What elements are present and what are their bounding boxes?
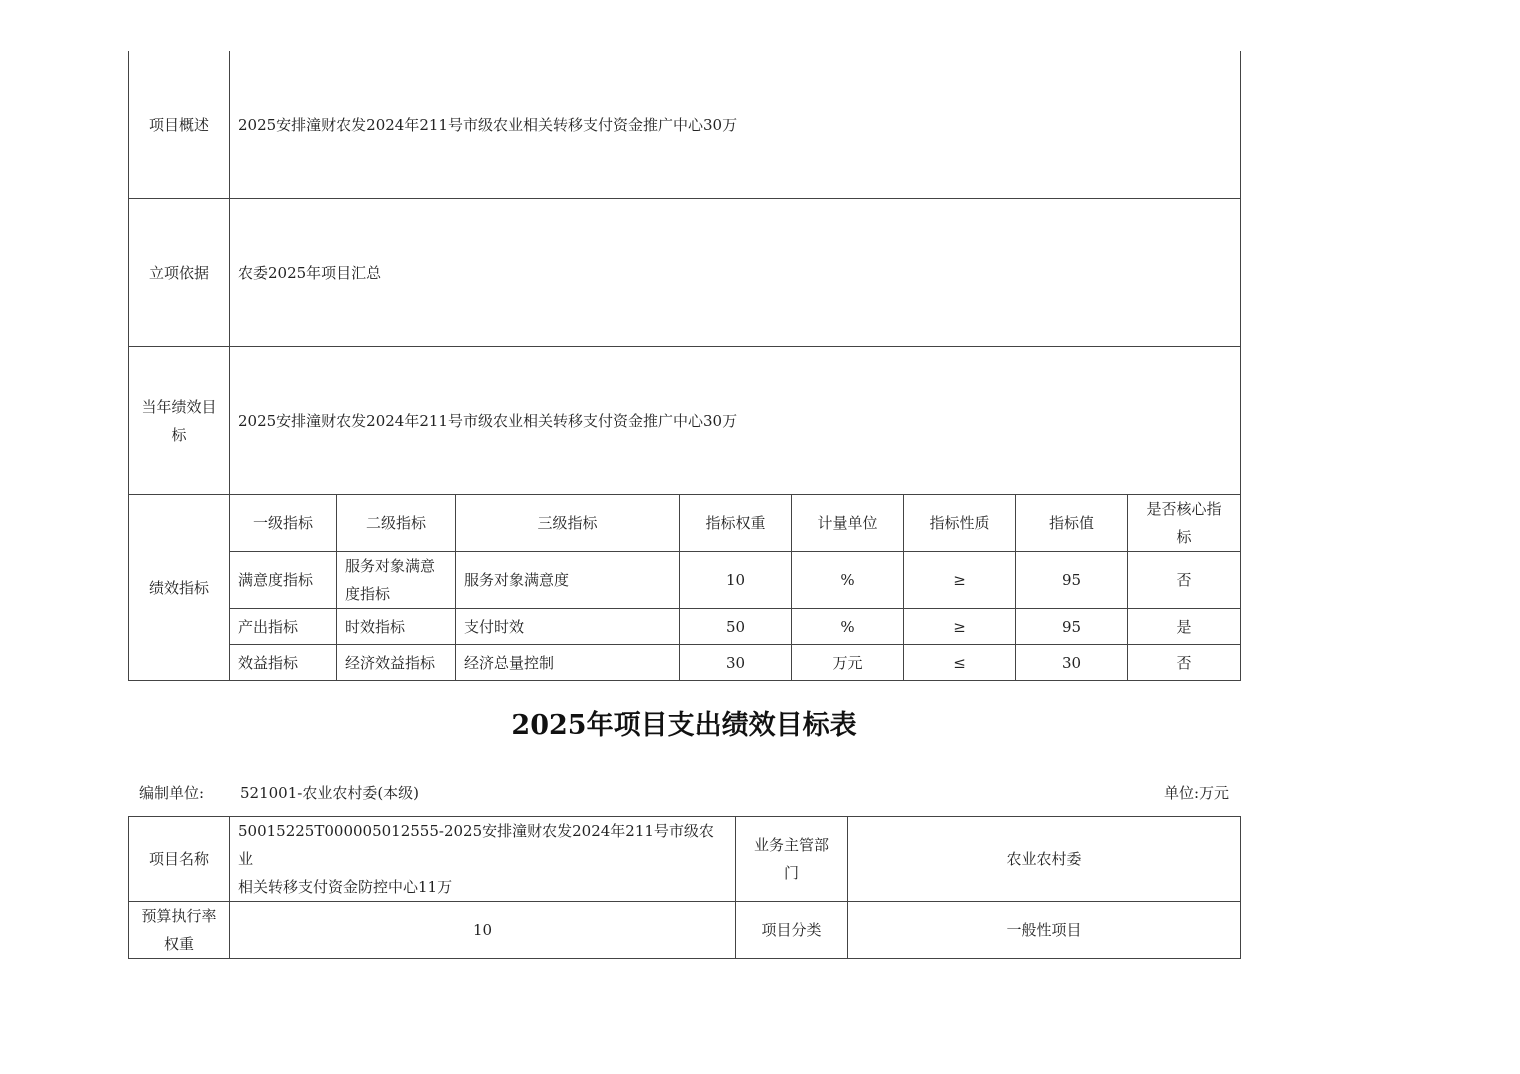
project-name-line1: 50015225T000005012555-2025安排潼财农发2024年211号市级农业 xyxy=(238,822,714,868)
dept-label-line1: 业务主管部 xyxy=(753,836,829,854)
row-level3: 服务对象满意度 xyxy=(456,552,680,609)
header-level1: 一级指标 xyxy=(230,495,337,552)
table-row xyxy=(129,609,1241,645)
header-core-line2: 标 xyxy=(1176,528,1192,546)
document-title: 2025年项目支出绩效目标表 xyxy=(511,710,857,741)
row-level2-line2: 度指标 xyxy=(345,585,391,603)
header-core-line1: 是否核心指 xyxy=(1146,500,1222,518)
project-name-label: 项目名称 xyxy=(129,817,230,902)
row-core: 否 xyxy=(1128,552,1241,609)
indicators-label: 绩效指标 xyxy=(129,495,230,681)
goal-value: 2025安排潼财农发2024年211号市级农业相关转移支付资金推广中心30万 xyxy=(230,347,1241,495)
header-core xyxy=(1128,495,1241,552)
header-level3: 三级指标 xyxy=(456,495,680,552)
project-name-row xyxy=(129,817,1241,902)
header-value: 指标值 xyxy=(1016,495,1128,552)
goal-row xyxy=(129,347,1241,495)
budget-value: 10 xyxy=(230,902,736,959)
row-nature: ≥ xyxy=(904,609,1016,645)
budget-label-line2: 权重 xyxy=(163,935,194,953)
row-weight: 50 xyxy=(680,609,792,645)
row-level1: 满意度指标 xyxy=(230,552,337,609)
row-core: 否 xyxy=(1128,645,1241,681)
budget-label-line1: 预算执行率 xyxy=(141,907,217,925)
org-value: 521001-农业农村委(本级) xyxy=(240,784,420,802)
row-value: 95 xyxy=(1016,552,1128,609)
dept-label-line2: 门 xyxy=(783,864,799,882)
unit-label: 单位:万元 xyxy=(1163,784,1229,802)
header-weight: 指标权重 xyxy=(680,495,792,552)
table-row xyxy=(129,552,1241,609)
org-label: 编制单位: xyxy=(139,784,205,802)
header-level2: 二级指标 xyxy=(337,495,456,552)
basis-label: 立项依据 xyxy=(129,199,230,347)
row-value: 95 xyxy=(1016,609,1128,645)
row-level2-line1: 服务对象满意 xyxy=(345,557,436,575)
indicator-header-row xyxy=(129,495,1241,552)
row-nature: ≥ xyxy=(904,552,1016,609)
project-info-table xyxy=(128,816,1241,959)
performance-table xyxy=(128,51,1241,681)
header-unit: 计量单位 xyxy=(792,495,904,552)
row-level3: 经济总量控制 xyxy=(456,645,680,681)
overview-label: 项目概述 xyxy=(129,51,230,199)
goal-label-line1: 当年绩效目 xyxy=(141,397,217,416)
row-unit: % xyxy=(792,552,904,609)
goal-label xyxy=(129,347,230,495)
dept-label xyxy=(736,817,848,902)
category-label: 项目分类 xyxy=(736,902,848,959)
goal-label-line2: 标 xyxy=(171,425,187,444)
budget-label xyxy=(129,902,230,959)
row-value: 30 xyxy=(1016,645,1128,681)
row-level1: 产出指标 xyxy=(230,609,337,645)
budget-row xyxy=(129,902,1241,959)
basis-row xyxy=(129,199,1241,347)
row-core: 是 xyxy=(1128,609,1241,645)
dept-value: 农业农村委 xyxy=(848,817,1241,902)
row-weight: 30 xyxy=(680,645,792,681)
row-level2: 时效指标 xyxy=(337,609,456,645)
project-name-value xyxy=(230,817,736,902)
header-nature: 指标性质 xyxy=(904,495,1016,552)
project-name-line2: 相关转移支付资金防控中心11万 xyxy=(238,878,453,896)
overview-row xyxy=(129,51,1241,199)
row-unit: % xyxy=(792,609,904,645)
row-level1: 效益指标 xyxy=(230,645,337,681)
category-value: 一般性项目 xyxy=(848,902,1241,959)
basis-value: 农委2025年项目汇总 xyxy=(230,199,1241,347)
row-unit: 万元 xyxy=(792,645,904,681)
row-weight: 10 xyxy=(680,552,792,609)
overview-value: 2025安排潼财农发2024年211号市级农业相关转移支付资金推广中心30万 xyxy=(230,51,1241,199)
row-level2: 经济效益指标 xyxy=(337,645,456,681)
row-level2 xyxy=(337,552,456,609)
row-level3: 支付时效 xyxy=(456,609,680,645)
table-row xyxy=(129,645,1241,681)
row-nature: ≤ xyxy=(904,645,1016,681)
